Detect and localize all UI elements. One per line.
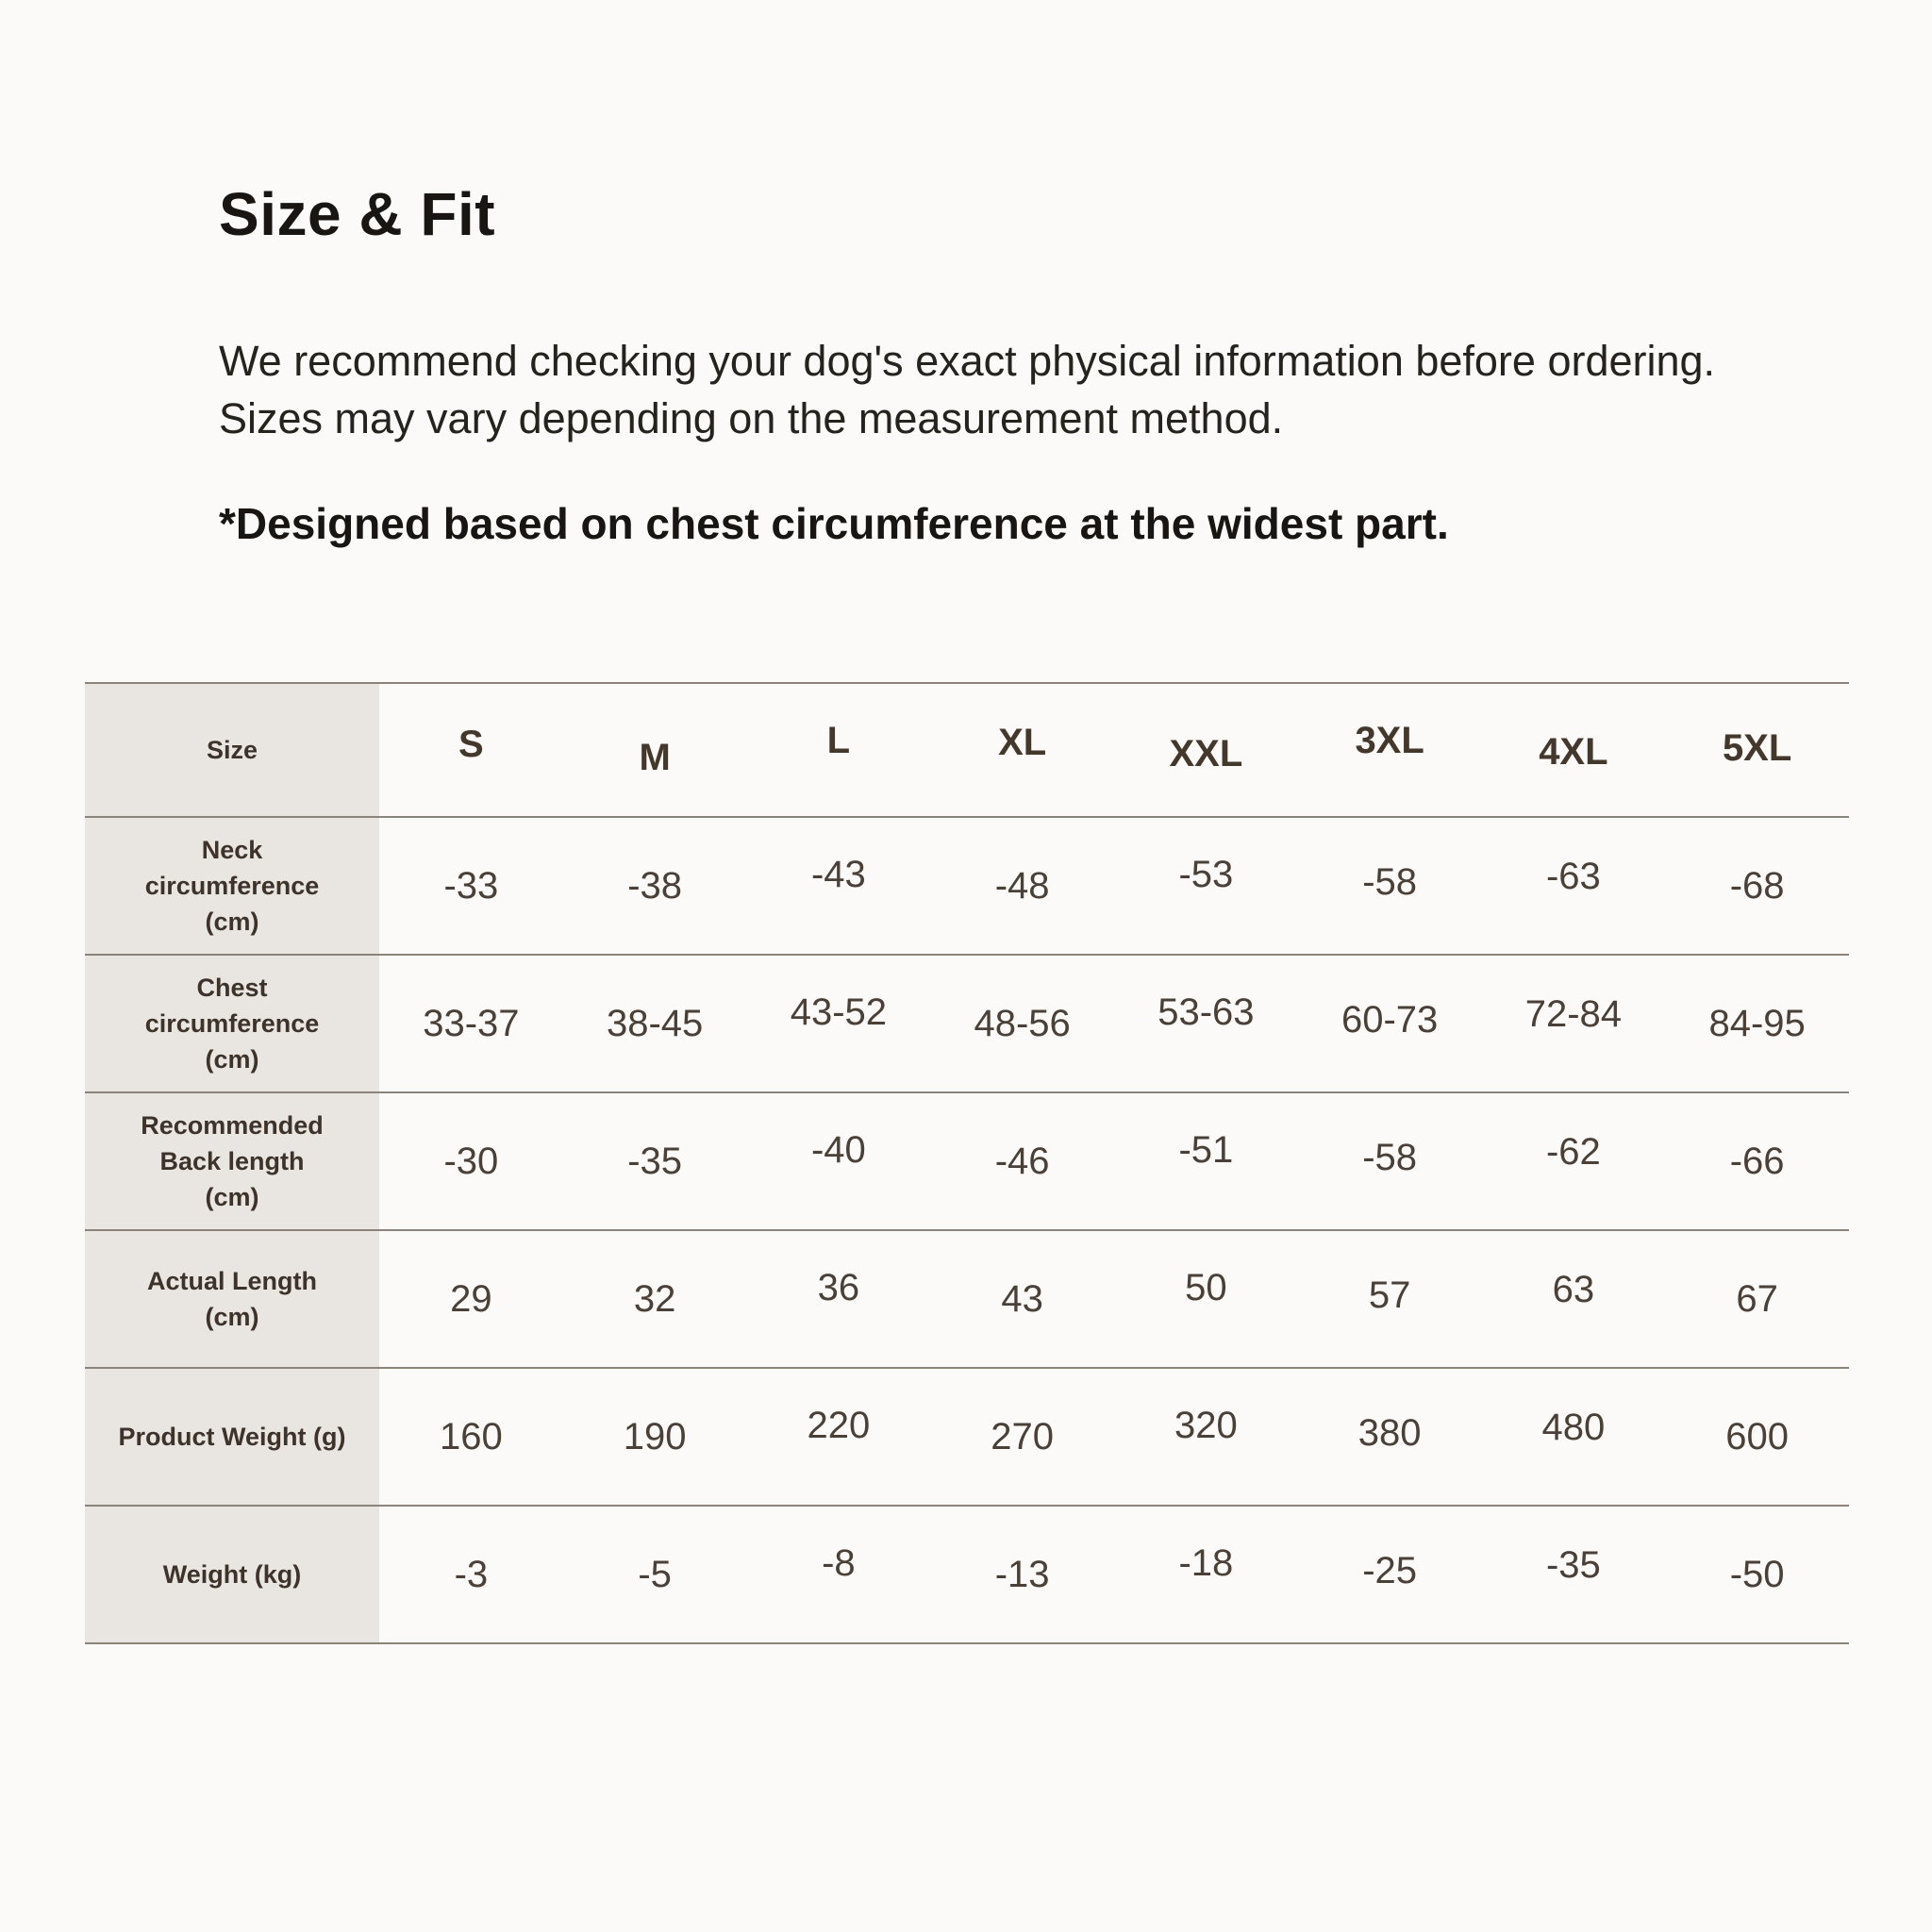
table-row bbox=[85, 1091, 1849, 1229]
size-value: 43-52 bbox=[790, 991, 888, 1033]
column-header-xl: XL bbox=[998, 721, 1047, 763]
size-value: -66 bbox=[1729, 1140, 1785, 1182]
size-value: -13 bbox=[994, 1553, 1050, 1595]
intro-text bbox=[219, 332, 1715, 447]
corner-label: Size bbox=[85, 684, 379, 816]
row-label-line: Product Weight (g) bbox=[118, 1423, 346, 1451]
column-header-s: S bbox=[458, 723, 484, 765]
table-row bbox=[85, 816, 1849, 954]
column-header-4xl: 4XL bbox=[1539, 730, 1608, 773]
size-value: -62 bbox=[1545, 1130, 1601, 1173]
size-value: 600 bbox=[1725, 1415, 1789, 1457]
size-value: -40 bbox=[810, 1128, 866, 1171]
row-label-line: Recommended bbox=[141, 1111, 324, 1140]
size-value: -68 bbox=[1729, 864, 1785, 907]
table-row bbox=[85, 954, 1849, 1091]
row-label bbox=[85, 1093, 379, 1229]
size-value: 57 bbox=[1368, 1274, 1411, 1316]
size-value: -46 bbox=[994, 1140, 1050, 1182]
column-header-5xl: 5XL bbox=[1722, 726, 1792, 769]
size-value: 84-95 bbox=[1708, 1002, 1806, 1044]
size-value: 36 bbox=[817, 1266, 860, 1308]
size-value: 60-73 bbox=[1341, 998, 1439, 1041]
design-note: *Designed based on chest circumference at the widest part. bbox=[219, 499, 1449, 548]
size-value: 190 bbox=[623, 1415, 687, 1457]
row-label-line: Neck bbox=[201, 836, 263, 864]
size-value: 32 bbox=[633, 1277, 676, 1320]
size-value: -30 bbox=[443, 1140, 499, 1182]
row-label bbox=[85, 1507, 379, 1642]
intro-line-2: Sizes may vary depending on the measurement method. bbox=[219, 394, 1284, 442]
size-value: 48-56 bbox=[974, 1002, 1071, 1044]
column-header-xxl: XXL bbox=[1169, 732, 1243, 774]
size-value: -38 bbox=[627, 864, 683, 907]
row-label-line: (cm) bbox=[205, 908, 259, 936]
size-value: 53-63 bbox=[1158, 991, 1255, 1033]
size-value: -58 bbox=[1362, 1136, 1418, 1178]
table-row bbox=[85, 1505, 1849, 1642]
row-label-line: (cm) bbox=[205, 1183, 259, 1211]
row-label-line: (cm) bbox=[205, 1045, 259, 1074]
size-value: 320 bbox=[1174, 1404, 1238, 1446]
size-value: 63 bbox=[1552, 1268, 1595, 1310]
size-value: -58 bbox=[1362, 860, 1418, 903]
size-table-body bbox=[85, 816, 1849, 1642]
size-chart-table bbox=[85, 682, 1849, 1644]
size-value: 43 bbox=[1001, 1277, 1043, 1320]
row-label-line: circumference bbox=[144, 872, 320, 900]
size-value: 160 bbox=[440, 1415, 503, 1457]
size-value: -48 bbox=[994, 864, 1050, 907]
row-label-line: Back length bbox=[159, 1147, 305, 1175]
size-value: 480 bbox=[1541, 1406, 1606, 1448]
size-value: -50 bbox=[1729, 1553, 1785, 1595]
intro-line-1: We recommend checking your dog's exact physical information before ordering. bbox=[219, 337, 1716, 385]
size-value: 67 bbox=[1736, 1277, 1778, 1320]
size-value: 380 bbox=[1357, 1411, 1422, 1454]
size-value: 33-37 bbox=[423, 1002, 520, 1044]
size-value: -33 bbox=[443, 864, 499, 907]
size-value: -25 bbox=[1362, 1549, 1418, 1591]
row-label bbox=[85, 818, 379, 954]
row-label-line: Chest bbox=[196, 974, 268, 1002]
row-label-line: Weight (kg) bbox=[162, 1560, 302, 1589]
column-header-l: L bbox=[826, 719, 851, 761]
size-value: 38-45 bbox=[606, 1002, 704, 1044]
size-value: -43 bbox=[810, 853, 866, 895]
size-value: -53 bbox=[1178, 853, 1234, 895]
size-value: -51 bbox=[1178, 1128, 1234, 1171]
size-value: 72-84 bbox=[1524, 992, 1623, 1035]
table-row bbox=[85, 1229, 1849, 1367]
size-value: 50 bbox=[1185, 1266, 1227, 1308]
row-label bbox=[85, 1369, 379, 1505]
size-value: -63 bbox=[1545, 855, 1601, 897]
row-label-line: circumference bbox=[144, 1009, 320, 1038]
size-value: 29 bbox=[450, 1277, 492, 1320]
row-label bbox=[85, 956, 379, 1091]
size-value: -5 bbox=[638, 1553, 672, 1595]
table-row bbox=[85, 1367, 1849, 1505]
row-label bbox=[85, 1231, 379, 1367]
size-value: 220 bbox=[807, 1404, 871, 1446]
row-label-line: (cm) bbox=[205, 1303, 259, 1331]
size-value: -18 bbox=[1178, 1541, 1234, 1584]
size-value: -3 bbox=[454, 1553, 489, 1595]
size-table-header-row bbox=[85, 684, 1849, 816]
size-value: 270 bbox=[991, 1415, 1054, 1457]
size-value: -8 bbox=[822, 1541, 856, 1584]
row-label-line: Actual Length bbox=[147, 1267, 317, 1295]
page-title: Size & Fit bbox=[219, 180, 496, 248]
size-value: -35 bbox=[1545, 1543, 1601, 1586]
size-value: -35 bbox=[627, 1140, 683, 1182]
column-header-m: M bbox=[639, 736, 671, 778]
column-header-3xl: 3XL bbox=[1355, 719, 1424, 761]
